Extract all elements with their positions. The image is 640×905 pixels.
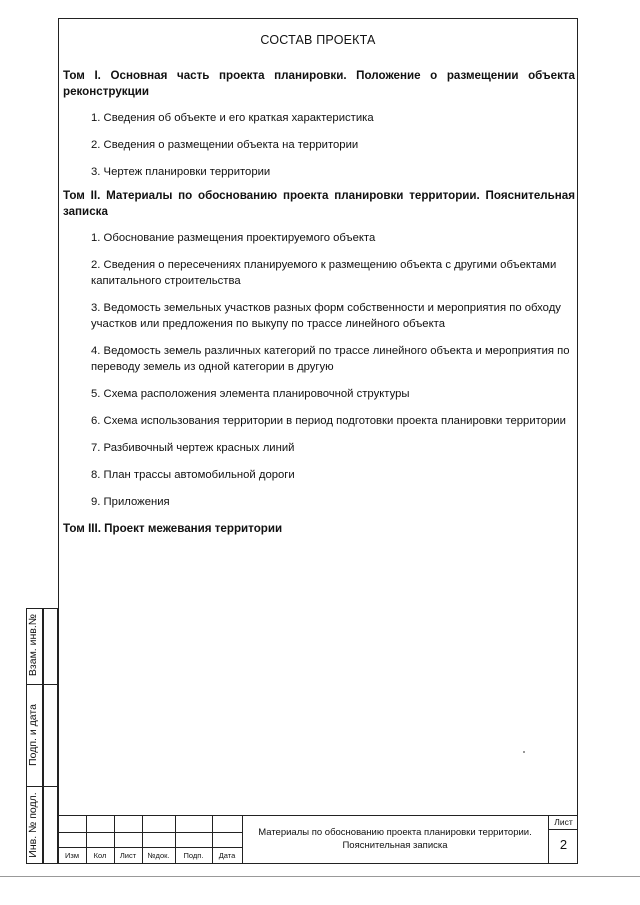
col-ndok: №док. [147,851,170,860]
document-line-1: Материалы по обоснованию проекта планировки территории. [258,827,532,838]
volume-heading: Том II. Материалы по обоснованию проекта планировки территории. Пояснительная записка [63,189,575,218]
list-item: 8. План трассы автомобильной дороги [91,469,295,481]
volume-3 [63,521,575,537]
list-item: 7. Разбивочный чертеж красных линий [91,442,295,454]
list-item: 1. Обоснование размещения проектируемого объекта [91,232,376,244]
tb-line [58,815,578,816]
col-data: Дата [218,851,236,860]
volume-1 [63,68,575,180]
sheet-label: Лист [554,817,573,827]
list-item: 5. Схема расположения элемента планировочной структуры [91,388,410,400]
scan-speck [523,751,525,753]
list-item: 2. Сведения о пересечениях планируемого к размещению объекта с другими объектами капитального строительства [91,259,557,287]
list-item: 9. Приложения [91,496,170,508]
vzam-inv-label: Взам. инв.№ [27,613,39,677]
sheet-number: 2 [559,837,568,852]
list-item: 1. Сведения об объекте и его краткая характеристика [91,112,374,124]
col-izm: Изм [65,851,79,860]
side-strip-inner [43,608,58,864]
list-item: 6. Схема использования территории в период подготовки проекта планировки территории [91,415,566,427]
tb-line [548,829,578,830]
list-item: 3. Ведомость земельных участков разных форм собственности и мероприятия по обходу участков или предложения по выкупу по трассе линейного объекта [91,302,561,330]
volume-heading: Том I. Основная часть проекта планировки. Положение о размещении объекта реконструкции [63,69,575,98]
contents-list [63,68,575,537]
document-line-2: Пояснительная записка [342,840,448,851]
list-item: 4. Ведомость земель различных категорий по трассе линейного объекта и мероприятия по переводу земель из одной категории в другую [91,345,570,373]
list-item: 3. Чертеж планировки территории [91,166,271,178]
document-designation [244,826,546,852]
volume-2 [63,188,575,510]
volume-heading: Том III. Проект межевания территории [63,522,283,535]
list-item: 2. Сведения о размещении объекта на территории [91,139,359,151]
page-title: СОСТАВ ПРОЕКТА [260,33,376,47]
col-kol: Кол [93,851,107,860]
col-list: Лист [119,851,137,860]
inv-podl-label: Инв. № подл. [27,792,39,858]
col-podp: Подп. [183,851,204,860]
scan-edge-line [0,876,640,877]
podp-data-label: Подп. и дата [27,704,39,766]
